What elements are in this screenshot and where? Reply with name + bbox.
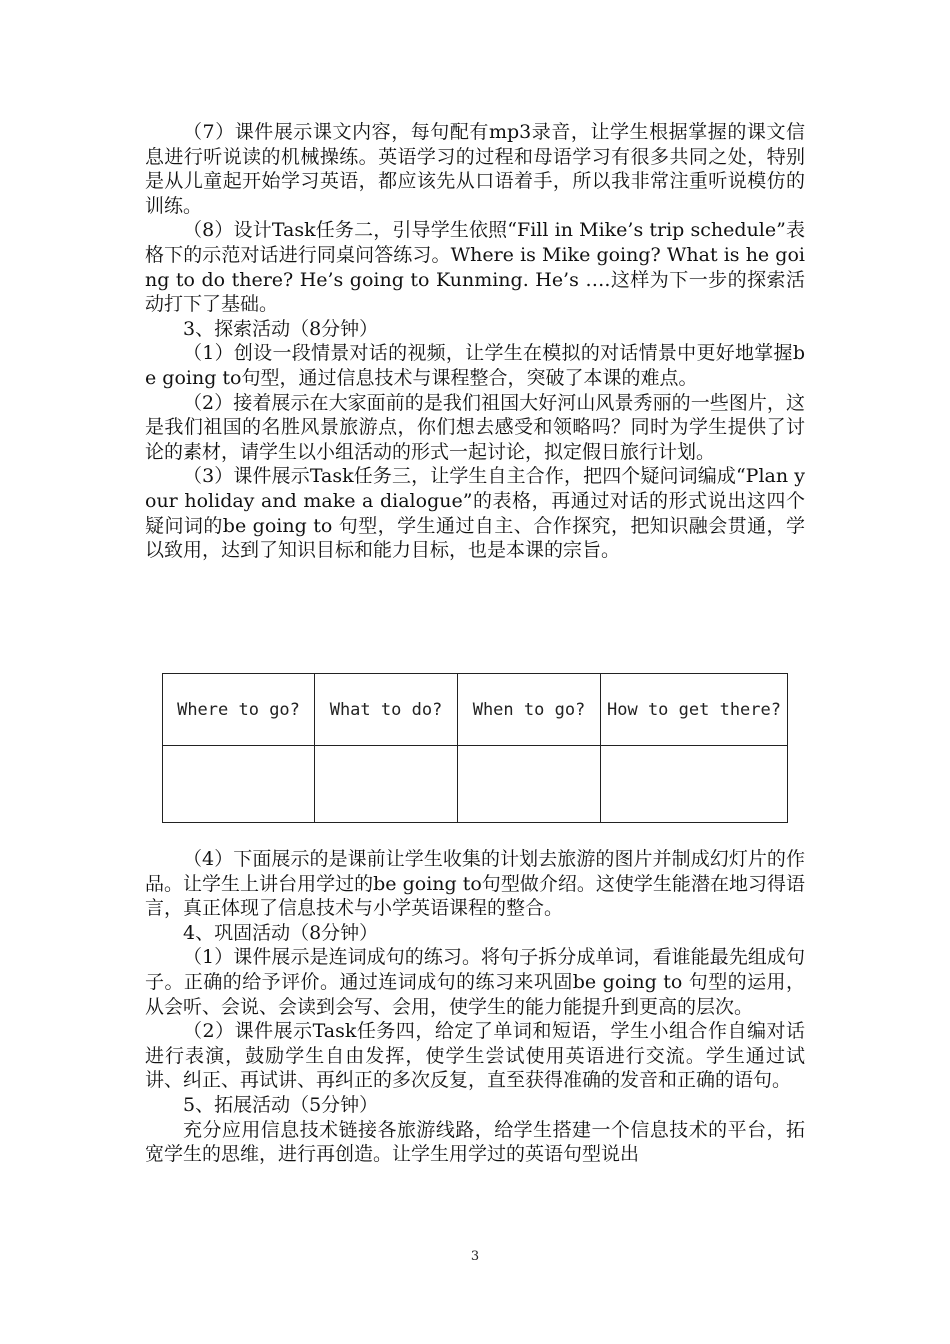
header-what: What to do? [315, 674, 458, 746]
paragraph-explore-2: （2）接着展示在大家面前的是我们祖国大好河山风景秀丽的一些图片，这是我们祖国的名胜风景旅游点，你们想去感受和领略吗？同时为学生提供了讨论的素材，请学生以小组活动的形式一起讨论，拟定假日旅行计划。 [145, 391, 805, 463]
paragraph-explore-4: （4）下面展示的是课前让学生收集的计划去旅游的图片并制成幻灯片的作品。让学生上讲台用学过的be going to句型做介绍。这使学生能潜在地习得语言，真正体现了信息技术与小学英语课程的整合。 [145, 848, 805, 920]
paragraph-extend-1: 充分应用信息技术链接各旅游线路，给学生搭建一个信息技术的平台，拓宽学生的思维，进行再创造。让学生用学过的英语句型说出 [145, 1118, 805, 1166]
table-cell [315, 746, 458, 823]
text-block-upper [145, 120, 805, 563]
table-header-row [163, 674, 788, 746]
header-how: How to get there? [601, 674, 788, 746]
paragraph-consolidate-2: （2）课件展示Task任务四，给定了单词和短语，学生小组合作自编对话进行表演，鼓励学生自由发挥，使学生尝试使用英语进行交流。学生通过试讲、纠正、再试讲、再纠正的多次反复，直至获得准确的发音和正确的语句。 [145, 1020, 805, 1092]
table-cell [458, 746, 601, 823]
page-number: 3 [470, 1249, 480, 1264]
section-heading-explore: 3、探索活动（8分钟） [183, 317, 379, 340]
section-heading-consolidate: 4、巩固活动（8分钟） [183, 921, 379, 944]
table-cell [601, 746, 788, 823]
header-where: Where to go? [163, 674, 315, 746]
holiday-plan-table [162, 673, 788, 823]
text-block-lower [145, 847, 805, 1167]
table-row [163, 746, 788, 823]
table-cell [163, 746, 315, 823]
paragraph-explore-3: （3）课件展示Task任务三，让学生自主合作，把四个疑问词编成“Plan your holiday and make a dialogue”的表格，再通过对话的形式说出这四个疑问词的be going to 句型，学生通过自主、合作探究，把知识融会贯通，学以致用，达到了知识目标和能力目标，也是本课的宗旨。 [145, 465, 805, 562]
paragraph-7: （7）课件展示课文内容，每句配有mp3录音，让学生根据掌握的课文信息进行听说读的机械操练。英语学习的过程和母语学习有很多共同之处，特别是从儿童起开始学习英语，都应该先从口语着手，所以我非常注重听说模仿的训练。 [145, 121, 805, 217]
header-when: When to go? [458, 674, 601, 746]
paragraph-consolidate-1: （1）课件展示是连词成句的练习。将句子拆分成单词，看谁能最先组成句子。正确的给予评价。通过连词成句的练习来巩固be going to 句型的运用，从会听、会说、会读到会写、会用，使学生的能力能提升到更高的层次。 [145, 946, 805, 1018]
section-heading-extend: 5、拓展活动（5分钟） [183, 1093, 379, 1116]
paragraph-8: （8）设计Task任务二，引导学生依照“Fill in Mike’s trip schedule”表格下的示范对话进行同桌问答练习。Where is Mike going? What is he going to do there? He’s going to Kunming. He’s ….这样为下一步的探索活动打下了基础。 [145, 219, 805, 316]
paragraph-explore-1: （1）创设一段情景对话的视频，让学生在模拟的对话情景中更好地掌握be going to句型，通过信息技术与课程整合，突破了本课的难点。 [145, 342, 805, 389]
